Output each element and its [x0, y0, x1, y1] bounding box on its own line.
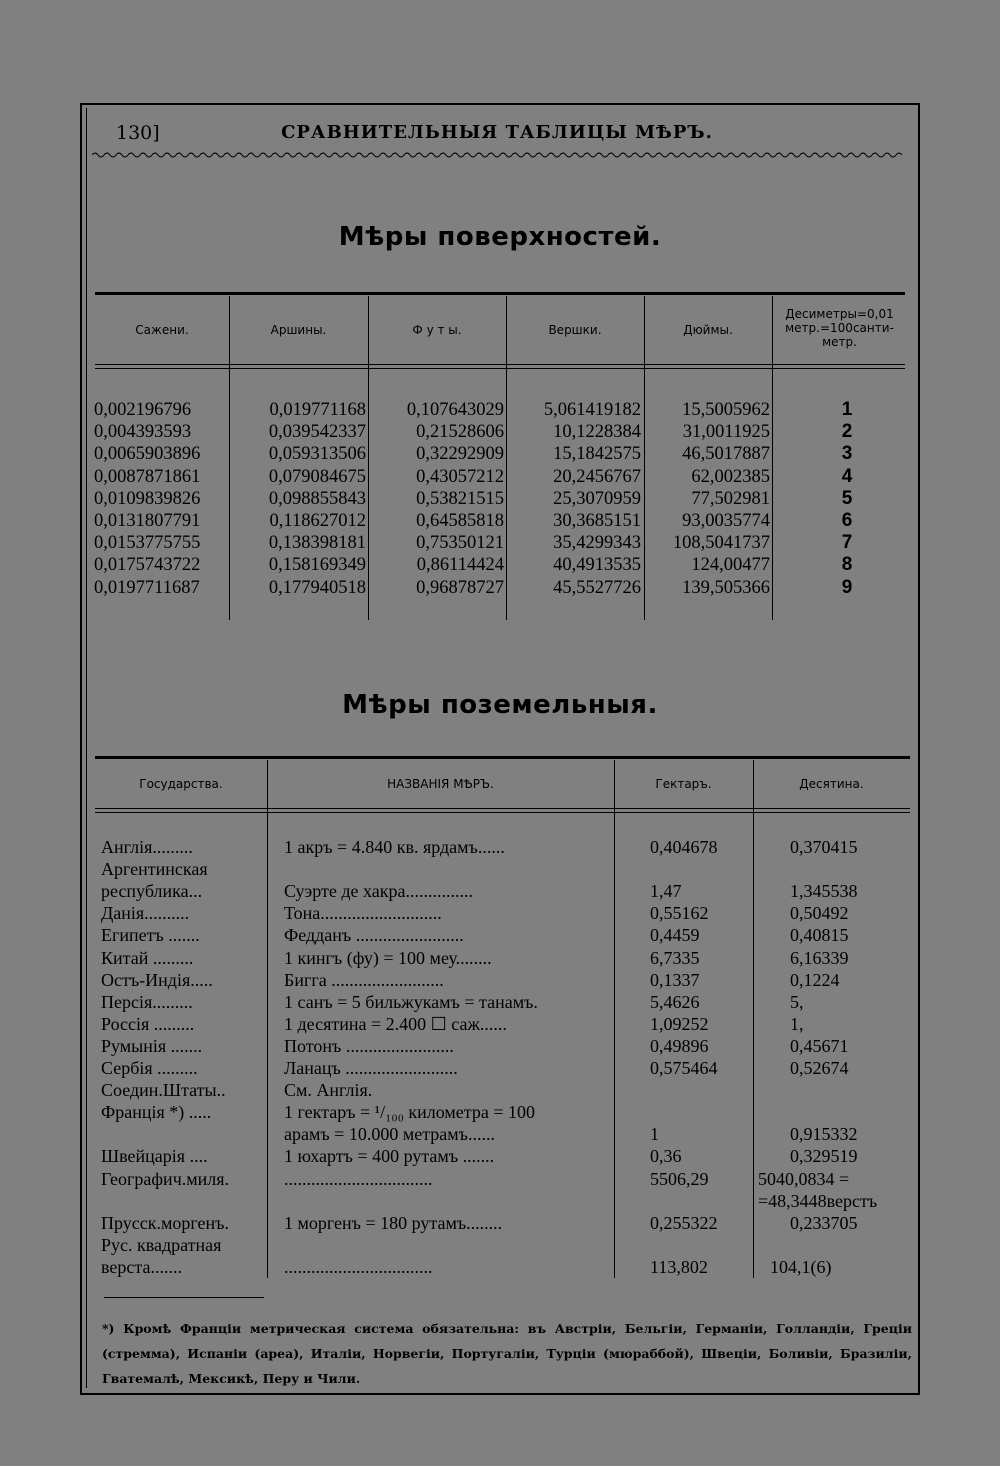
- surface-cell: 35,4299343: [553, 533, 641, 554]
- table1-header-rule-2: [95, 368, 905, 369]
- surface-cell: 62,002385: [691, 466, 770, 487]
- surface-cell: 45,5527726: [553, 577, 641, 598]
- land-measure-name: 1 акръ = 4.840 кв. ярдамъ......: [284, 837, 505, 857]
- land-hectare: 5506,29: [650, 1168, 709, 1189]
- surface-cell: 40,4913535: [553, 555, 641, 576]
- surface-cell: 0,75350121: [416, 533, 504, 554]
- land-country: верста.......: [101, 1256, 182, 1277]
- land-measure-name: 1 кингъ (фу) = 100 меу........: [284, 947, 492, 968]
- surface-cell: 31,0011925: [682, 422, 770, 443]
- land-desyatina: 0,370415: [790, 837, 858, 857]
- surface-cell: 0,138398181: [268, 533, 366, 554]
- surface-index: 8: [841, 554, 853, 576]
- land-country: Соедин.Штаты..: [101, 1080, 226, 1101]
- land-section-title: Мѣры поземельныя.: [342, 690, 658, 720]
- land-hectare: 6,7335: [650, 947, 700, 968]
- land-country: Остъ-Индія.....: [101, 969, 213, 990]
- surface-index: 2: [841, 421, 853, 443]
- surface-cell: 77,502981: [691, 488, 770, 509]
- land-desyatina: 0,915332: [790, 1124, 858, 1145]
- land-hectare: 1: [650, 1124, 659, 1145]
- land-measure-name: 1 юхартъ = 400 рутамъ .......: [284, 1146, 495, 1167]
- land-desyatina: 0,52674: [790, 1058, 849, 1078]
- footnote: *) Кромѣ Франціи метрическая система обязательна: въ Австріи, Бельгіи, Германіи, Голландіи, Греціи (стремма), Испаніи (ареа), Италіи, Норвегіи, Португаліи, Турціи (мюраббой), Швеціи, Боливіи, Бразиліи, Гватемалѣ, Мексикѣ, Перу и Чили.: [102, 1321, 912, 1386]
- land-country: республика...: [101, 881, 203, 902]
- land-measure-name: Федданъ ........................: [284, 925, 464, 946]
- land-measure-name: Потонъ ........................: [284, 1035, 454, 1056]
- land-desyatina: 0,40815: [790, 925, 849, 946]
- surface-cell: 15,5005962: [682, 400, 770, 420]
- surface-cell: 0,158169349: [268, 555, 366, 576]
- surface-cell: 0,039542337: [268, 422, 366, 443]
- land-desyatina: 0,50492: [790, 903, 849, 924]
- surface-cell: 139,505366: [682, 577, 770, 598]
- land-country: Швейцарія ....: [101, 1146, 208, 1167]
- land-desyatina: 0,45671: [790, 1035, 849, 1056]
- surface-index: 1: [841, 399, 853, 420]
- land-desyatina: 5040,0834 =: [758, 1168, 850, 1189]
- surface-cell: 0,32292909: [416, 444, 504, 465]
- land-country: Прусск.моргенъ.: [101, 1212, 229, 1233]
- surface-column-header: Сажени.: [135, 323, 189, 337]
- surface-index: 9: [841, 576, 853, 598]
- surface-cell: 0,107643029: [406, 400, 504, 420]
- land-measure-name: 1 моргенъ = 180 рутамъ........: [284, 1212, 503, 1233]
- land-desyatina: 1,345538: [790, 881, 858, 902]
- land-desyatina: 0,1224: [790, 969, 840, 990]
- surface-index: 6: [841, 510, 853, 531]
- land-country: Персія.........: [101, 991, 193, 1012]
- land-measure-name: .................................: [284, 1168, 433, 1189]
- land-measure-name: 1 санъ = 5 бильжукамъ = танамъ.: [284, 991, 538, 1012]
- land-hectare: 113,802: [650, 1256, 708, 1277]
- surface-index: 4: [841, 465, 853, 487]
- land-desyatina: 5,: [790, 991, 804, 1012]
- surface-cell: 0,86114424: [416, 555, 504, 576]
- surface-cell: 0,21528606: [416, 422, 504, 443]
- land-country: Китай .........: [101, 947, 194, 968]
- land-hectare: 0,575464: [650, 1058, 718, 1078]
- surface-cell: 10,1228384: [553, 422, 641, 443]
- surface-cell: 0,96878727: [416, 577, 504, 598]
- surface-cell: 5,061419182: [543, 400, 641, 420]
- surface-cell: 15,1842575: [553, 444, 641, 465]
- surface-cell: 0,0109839826: [94, 488, 201, 509]
- land-country: Румынія .......: [101, 1035, 203, 1056]
- surface-cell: 124,00477: [691, 555, 770, 576]
- land-hectare: 1,47: [650, 881, 682, 902]
- running-title: СРАВНИТЕЛЬНЫЯ ТАБЛИЦЫ МѢРЪ.: [281, 122, 713, 143]
- land-hectare: 0,1337: [650, 969, 700, 990]
- surface-cell: 0,059313506: [268, 444, 366, 465]
- surface-cell: 25,3070959: [553, 488, 641, 509]
- land-measure-name: Бигга .........................: [284, 969, 444, 990]
- land-measure-name: См. Англія.: [284, 1080, 373, 1101]
- land-country: Египетъ .......: [101, 925, 200, 946]
- land-country: Англія.........: [101, 837, 193, 857]
- table1-header-rule-1: [95, 364, 905, 365]
- surface-cell: 93,0035774: [682, 511, 770, 531]
- surface-cell: 0,004393593: [94, 422, 192, 443]
- surface-column-header: Ф у т ы.: [412, 323, 462, 337]
- surface-index: 5: [841, 487, 853, 509]
- table2-header-rule-1: [95, 808, 910, 809]
- land-country: Франція *) .....: [101, 1102, 212, 1123]
- land-country: Географич.миля.: [101, 1168, 230, 1189]
- surface-section-title: Мѣры поверхностей.: [338, 222, 662, 252]
- surface-cell: 0,53821515: [416, 488, 504, 509]
- wavy-rule: [92, 150, 902, 160]
- surface-index: 7: [841, 532, 853, 554]
- page-number: 130]: [116, 122, 160, 144]
- land-measure-name: .................................: [284, 1256, 433, 1277]
- land-desyatina: 0,329519: [790, 1146, 858, 1167]
- table2-col-divider: [267, 760, 268, 1278]
- land-hectare: 0,55162: [650, 903, 709, 924]
- land-desyatina: 104,1(6): [770, 1256, 832, 1277]
- surface-column-header: Десиметры=0,01 метр.=100санти-метр.: [785, 307, 894, 349]
- land-hectare: 1,09252: [650, 1013, 709, 1034]
- surface-cell: 108,5041737: [672, 533, 770, 554]
- land-hectare: 0,49896: [650, 1035, 709, 1056]
- land-hectare: 5,4626: [650, 991, 700, 1012]
- surface-cell: 20,2456767: [553, 466, 641, 487]
- table2-col-divider: [753, 760, 754, 1278]
- land-hectare: 0,36: [650, 1146, 682, 1167]
- surface-column-header: Аршины.: [270, 323, 327, 337]
- table1-top-rule: [95, 292, 905, 295]
- land-country: Рус. квадратная: [101, 1234, 222, 1255]
- land-column-header: Государства.: [139, 777, 223, 791]
- land-country: Сербія .........: [101, 1058, 198, 1078]
- surface-cell: 0,019771168: [269, 400, 366, 420]
- surface-cell: 0,0065903896: [94, 444, 201, 465]
- table2-header-rule-2: [95, 812, 910, 813]
- land-column-header: НАЗВАНІЯ МѢРЪ.: [387, 777, 494, 791]
- land-measure-name: арамъ = 10.000 метрамъ......: [284, 1124, 495, 1145]
- surface-column-header: Дюймы.: [683, 323, 733, 337]
- table2-top-rule: [95, 756, 910, 759]
- land-country: Россія .........: [101, 1013, 195, 1034]
- surface-cell: 0,0087871861: [94, 466, 201, 487]
- land-desyatina: 1,: [790, 1013, 804, 1034]
- land-hectare: 0,255322: [650, 1212, 718, 1233]
- surface-cell: 30,3685151: [553, 511, 641, 531]
- surface-cell: 0,43057212: [416, 466, 504, 487]
- frame-inner-line: [86, 108, 87, 1388]
- surface-cell: 0,079084675: [268, 466, 366, 487]
- land-desyatina: 0,233705: [790, 1212, 858, 1233]
- surface-cell: 0,098855843: [268, 488, 366, 509]
- land-hectare: 0,4459: [650, 925, 700, 946]
- land-measure-name: 1 гектаръ = ¹/₁₀₀ километра = 100: [284, 1102, 536, 1123]
- surface-cell: 0,0197711687: [94, 577, 200, 598]
- running-head: [92, 118, 902, 148]
- surface-column-header: Вершки.: [548, 323, 602, 337]
- table2-col-divider: [614, 760, 615, 1278]
- surface-cell: 46,5017887: [682, 444, 770, 465]
- surface-cell: 0,64585818: [416, 511, 504, 531]
- land-hectare: 0,404678: [650, 837, 718, 857]
- land-measure-name: 1 десятина = 2.400 ☐ саж......: [284, 1013, 507, 1034]
- land-measure-name: Ланацъ .........................: [284, 1058, 458, 1078]
- surface-cell: 0,118627012: [269, 511, 366, 531]
- surface-cell: 0,0175743722: [94, 555, 201, 576]
- land-country: Данія..........: [101, 903, 190, 924]
- land-measure-name: Тона...........................: [284, 903, 442, 924]
- land-desyatina: =48,3448верстъ: [758, 1190, 878, 1211]
- surface-cell: 0,0153775755: [94, 533, 201, 554]
- footnote-rule: [104, 1297, 264, 1298]
- land-country: Аргентинская: [101, 859, 208, 880]
- land-column-header: Гектаръ.: [655, 777, 712, 791]
- land-column-header: Десятина.: [799, 777, 864, 791]
- surface-index: 3: [841, 443, 853, 465]
- surface-cell: 0,0131807791: [94, 511, 201, 531]
- land-measure-name: Суэрте де хакра...............: [284, 881, 474, 902]
- surface-cell: 0,177940518: [268, 577, 366, 598]
- surface-cell: 0,002196796: [94, 400, 192, 420]
- land-desyatina: 6,16339: [790, 947, 849, 968]
